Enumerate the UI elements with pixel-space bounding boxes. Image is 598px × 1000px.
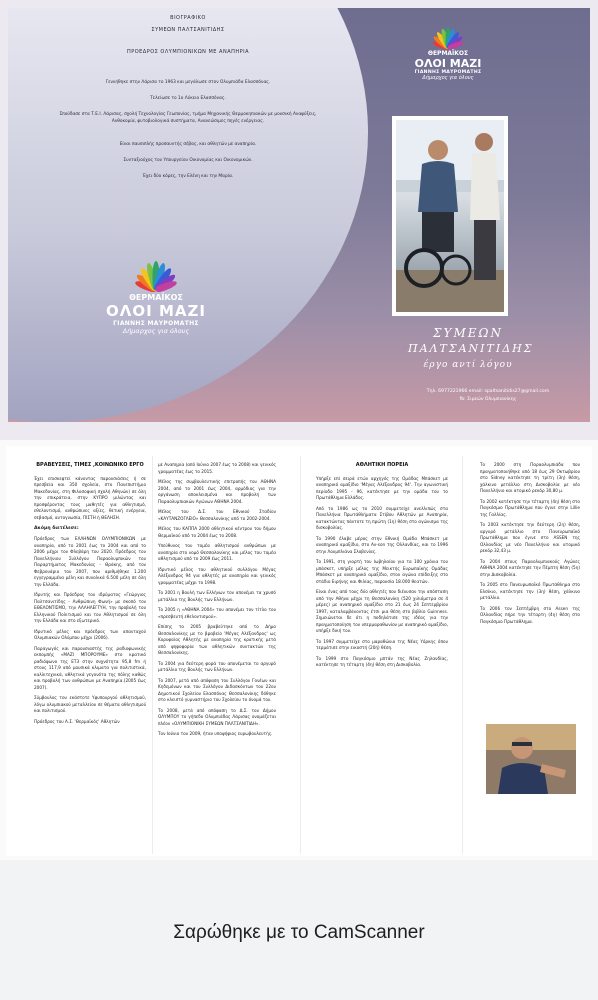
campaign-logo-right bbox=[398, 26, 498, 81]
brochure-inner-side bbox=[0, 440, 598, 860]
career-paragraph: Το 1990 έλαβε μέρος στην Εθνική Ομάδα Μπάσκετ με αναπηρικό αμαξίδιο, στο Aν-son της Ολλανδίας, και το 1996 στην Λουμπλιάνα Σλοβενίας. bbox=[316, 535, 448, 554]
inner-sheet bbox=[6, 446, 592, 856]
roles-paragraph: Το 2004 για δεύτερη φορά του απονέμεται το αργυρό μετάλλιο της Βουλής των Ελλήνων. bbox=[158, 660, 276, 672]
wheelchair-portrait-image bbox=[396, 120, 504, 312]
bio-studies: Σπούδασε στα Τ.Ε.Ι. Λάρισας, σχολή Τεχνολογίας Γεωπονίας, τμήμα Μηχανικής Θερμοκηπιακών με μουσική Αναψύξεις, Ανθοκομία, φυτοβιολογικά συστήματα, Ανανεώσιμες πηγές ενέργειας. bbox=[59, 112, 317, 124]
awards-paragraph: Ιδρυτής και Πρόεδρος του ιδρύματος «Γεώργιος Παλτσανιτίδης - Ανθρώπινη Φωνή» με σκοπό τον ΕΘΕΛΟΝΤΙΣΜΟ, την ΑΛΛΗΛΕΓΓΥΗ, την προβολή του Ελληνικού Πολιτισμού και του Αθλητισμού σε όλη την Ελλάδα και στο εξωτερικό. bbox=[34, 592, 146, 624]
roles-paragraph: Το 2001 η Βουλή των Ελλήνων τον απονέμει τα χρυσό μετάλλιο της Βουλής των Ελλήνων. bbox=[158, 590, 276, 602]
athlete-photo bbox=[486, 724, 576, 794]
athlete-portrait-image bbox=[486, 724, 576, 794]
bio-school: Τελείωσε το 1ο Λύκειο Ελασσόνας. bbox=[150, 96, 226, 101]
career-paragraph: Το 1999 στο Παγκόσμιο μπτάν της Νέας Ζηλανδίας, κατέκτησε τη τέταρτη (4η) θέση στη Δισκοβολία. bbox=[316, 655, 448, 668]
bio-family: Έχει δύο κόρες, την Ελένη και την Μαρία. bbox=[142, 174, 234, 179]
brochure-outer-side bbox=[0, 0, 598, 440]
results-paragraph: Το 2003 κατέκτησε την δεύτερη (2η) θέση, αργυρό μετάλλιο στο Πανευρωπαϊκό Πρωτάθλημα που έγινε στο ASSEN της Ολλανδίας με νέο Πανελλήνιο και ατομικό ρεκόρ 32,43 μ. bbox=[480, 522, 580, 553]
logo-brand: ΘΕΡΜΑΪΚΟΣ bbox=[427, 50, 469, 57]
logo-slogan: ΟΛΟΙ ΜΑΖΙ bbox=[106, 302, 206, 320]
biography-panel bbox=[8, 8, 368, 422]
column-divider bbox=[462, 456, 463, 854]
bio-birth: Γεννήθηκε στην Λάρισα το 1963 και μεγάλωσε στον Ολυμπιάδα Ελασσόνας. bbox=[105, 80, 271, 85]
cover-sheet bbox=[8, 8, 590, 422]
bio-heading: ΒΙΟΓΡΑΦΙΚΟ bbox=[170, 15, 206, 21]
logo-brand: ΘΕΡΜΑΪΚΟΣ bbox=[129, 293, 183, 302]
bio-pension: Συνταξιούχος του Υπουργείου Οικονομίας και Οικονομικών. bbox=[123, 158, 253, 163]
column-roles bbox=[158, 462, 276, 742]
roles-paragraph: Υπεύθυνος του τομέα αθλητισμού ανθρώπων με αναπηρία στο νομό Θεσσαλονίκης και μέλος του τομέα αθλητισμού από το 2009 έως 2011. bbox=[158, 543, 276, 561]
roles-paragraph: Επίσης το 2005 βραβεύτηκε από το Δήμο Θεσσαλονίκης με το βραβείο 'Μέγας Αλέξανδρος' ως Κορυφαίος Αθλητής με αναπηρία της κρατικής μετά από ψηφοφορία των αθλητικών συντακτών της Θεσσαλονίκης. bbox=[158, 624, 276, 655]
cover-motto: έργο αντί λόγου bbox=[423, 360, 513, 370]
bio-role: ΠΡΟΕΔΡΟΣ ΟΛΥΜΠΙΟΝΙΚΩΝ ΜΕ ΑΝΑΠΗΡΙΑ bbox=[126, 49, 250, 55]
column-results bbox=[480, 462, 580, 629]
career-paragraph: Το 1991, στη γιορτή του Ιωβηλαίου για τα 100 χρόνια του μπάσκετ, υπήρξε μέλος της Μεικτής Ευρωπαϊκής Ομάδας Μπάσκετ με αναπηρικό αμαξίδιο, στον αγώνα επίδειξης στο στάδιο Ειρήνης και Φιλίας, παρουσία 18.000 θεατών. bbox=[316, 559, 448, 584]
cover-name-first: ΣΥΜΕΩΝ bbox=[433, 326, 503, 340]
roles-paragraph: Το 2007, μετά από απόφαση του Συλλόγου Γονέων και Κηδεμόνων και του Συλλόγου Διδασκόντων του 22ου Δημοτικού Σχολείου Ελασσόνας Θεσσαλονίκης δόθηκε στο κλειστό γυμναστήριο του Σχολείου το όνομά του. bbox=[158, 677, 276, 702]
roles-paragraph: με Αναπηρία (από Ιούνιο 2007 έως το 2008) και γενικός γραμματέας έως το 2015. bbox=[158, 462, 276, 474]
roles-paragraph: Το 2005 η «ΑΘΗΝΑ 2004» του απονέμει τον τίτλο του «πρεσβευτή εθελοντισμού». bbox=[158, 607, 276, 619]
career-title: ΑΘΛΗΤΙΚΗ ΠΟΡΕΙΑ bbox=[355, 462, 409, 468]
awards-paragraph: Παραγωγός και παρουσιαστής της ραδιοφωνικής εκπομπής «ΜΑΖΙ ΜΠΟΡΟΥΜΕ» στο κρατικό ραδιόφωνο της ΕΤ3 στην συχνότητα 95,8 fm ή στους 117,9 από μουσικά κλιματα για πολιτιστικά, καλλιτεχνικά, αθλητικά γεγονότα της πόλης καθώς και προβολή των ανθρώπων με Αναπηρία.(2005 έως 2007). bbox=[34, 645, 146, 690]
roles-paragraph: Το 2008, μετά από απόφαση το Δ.Σ. του Δήμου ΟΛΥΜΠΟΥ το γήπεδο Ολυμπιάδας Λάρισας ονομάζεται πλέον «ΟΛΥΜΠΙΟΝΙΚΗ ΣΥΜΕΩΝ ΠΑΛΤΣΑΝΙΤΙΔΗ». bbox=[158, 707, 276, 726]
scanner-watermark: Σαρώθηκε με το CamScanner bbox=[173, 922, 425, 943]
career-paragraph: Από το 1986 ως το 2010 συμμετείχε ανελλιπώς στα Πανελλήνια Πρωτάθλήματα Στίβου Αθλητών με Αναπηρία, κατακτώντας πάντοτε τη πρώτη (1η) θέση στο αγώνισμα της δισκοβολίας. bbox=[316, 505, 448, 531]
results-paragraph: Το 2000 στη Παραολυμπιάδα που πραγματοποιήθηκε από 18 έως 29 Οκτωβρίου στο Sidney κατέκτησε τη τρίτη (3η) θέση, χάλκινο μετάλλιο στη Δισκοβολία με νέο Πανελλήνιο και ατομικό ρεκόρ 30,80 μ. bbox=[480, 462, 580, 493]
logo-tagline: Δήμαρχος για όλους bbox=[122, 327, 190, 335]
logo-slogan: ΟΛΟΙ ΜΑΖΙ bbox=[414, 57, 482, 70]
roles-paragraph: Τον Ιούνιο του 2009, ήταν υποψήφιος ευρωβουλευτής. bbox=[158, 731, 273, 736]
results-paragraph: Το 2002 κατέκτησε την τέταρτη (4η) θέση στο Παγκόσμιο Πρωτάθλημα που έγινε στην Lillie της Γαλλίας. bbox=[480, 498, 580, 517]
roles-paragraph: Μέλος της συμβουλευτικής επιτροπής του ΑΘΗΝΑ 2004, από το 2001 έως 2004, αρμόδιος για την οργάνωση αποκλεισμένα και προβολή των Παραολυμπιακών Αγώνων ΑΘΗΝΑ 2004. bbox=[158, 479, 276, 504]
career-paragraph: Υπήρξε επί σειρά ετών αρχηγός της Ομάδας Μπάσκετ με αναπηρικό αμαξίδιο 'Μέγας Αλέξανδρος 94'. Την αγωνιστική περίοδο 1995 - 96, κατέκτησε με την ομάδα του το Πρωτάθλημα Ελλάδος. bbox=[316, 475, 448, 501]
roles-paragraph: Μέλος του Δ.Σ. του Εθνικού Σταδίου «ΚΑΥΤΑΝΖΟΓΛΕΙΟ» Θεσσαλονίκης από το 2002-2004. bbox=[158, 509, 276, 521]
awards-paragraph: Πρόεδρος των ΕΛΛΗΝΩΝ ΟΛΥΜΠΙΟΝΙΚΩΝ με αναπηρία, από το 2001 έως το 2004 και από το 2006 μέχρι τον Φλεβάρη του 2020. Πρόεδρος του Πανελλήνιου Συλλόγου Παραολυμπικών του Παραρτήματος Μακεδονίας - Θράκης, από τον Φεβρουάριο του 2007, που αριθμήθηκε 1.200 εγγεγραμμένα μέλη και συνολικά 6.500 μέλη σε όλη την Ελλάδα. bbox=[34, 536, 146, 587]
sunburst-icon bbox=[418, 26, 478, 48]
awards-paragraph: Έχει επισκεφτεί κάνοντας παρουσιάσεις ή σε πρεσβεία και 350 σχολεία, στο Πανεπιστήμιο Μακεδονίας, στη Φιλοσοφική σχολή Αθηνών) σε όλη την επικράτεια, στην ΚΥΠΡΟ μιλώντας και προσφέροντας τους μαθητές για αθλητισμό, εθελοντισμό, ανθρώπινες αξίες, θετική ενέργεια, σεβασμό, αυτογνωσία, ΠΙΣΤΗ ή ΘΕΛΗΣΗ. bbox=[34, 475, 146, 520]
awards-paragraph: Σύμβουλος του εκάστοτε Υφυπουργού αθλητισμού, λόγω ολυμπιακού μεταλλείου σε θέματα αθλητισμού και πολιτισμού. bbox=[34, 695, 146, 714]
results-paragraph: Το 2005 στο Πανευρωπαϊκό Πρωτάθλημα στο Ελσίκιο, κατέκτησε την (3η) θέση, χάλκινο μετάλλιο. bbox=[480, 582, 580, 600]
roles-paragraph: Ιδρυτικό μέλος του αθλητικού συλλόγου Μέγας Αλέξανδρος 94 για αθλητές με αναπηρία και γενικός γραμματέας μέχρι το 1998. bbox=[158, 566, 276, 585]
awards-paragraph: Πρόεδρος του Α.Σ. 'Θερμαϊκός' Αθλητών bbox=[34, 718, 120, 724]
bio-athlete: Είναι παυσιπλής προσαυντής σέβας, και αθλητών με αναπηρία. bbox=[119, 142, 257, 147]
cover-facebook: fb: Σιμεών Ολυμπιονίκης bbox=[459, 397, 517, 402]
column-divider bbox=[152, 456, 153, 854]
logo-candidate: ΓΙΑΝΝΗΣ ΜΑΥΡΟΜΑΤΗΣ bbox=[113, 320, 199, 327]
results-paragraph: Το 2006 τον Σεπτέμβρη στο Assen της Ολλανδίας πήρε την τέταρτη (4η) θέση στο Παγκόσμιο Πρωτάθλημα. bbox=[480, 605, 580, 624]
roles-paragraph: Μέλος του ΚΑΠΠΑ 2000 αθλητικού κέντρου του δήμου Θερμαϊκού από το 2004 έως το 2008. bbox=[158, 526, 276, 538]
awards-title: ΒΡΑΒΕΥΣΕΙΣ, ΤΙΜΕΣ ,ΚΟΙΝΩΝΙΚΟ ΕΡΓΟ bbox=[36, 462, 144, 468]
career-paragraph: Είναι ένας από τους δύο αθλητές που διένυσαν την απόσταση από την Αθήνα μέχρι τη Θεσσαλονίκη (520 χιλιόμετρα σε 4 μέρες) με αναπηρικό αμαξίδιο στο 21 έως 24 Σεπτεμβρίου 1997, καταλαμβάνοντας έτσι μια θέση στο βιβλίο Guinness. Σημειώνεται δε ότι η ποδηλάτισε της ιδέας για την πραγματοποίηση του υπερμαραθωνίου με αναπηρικό αμαξίδιο, υπήρξε δική του. bbox=[316, 589, 448, 634]
cover-name-last: ΠΑΛΤΣΑΝΙΤΙΔΗΣ bbox=[408, 342, 534, 355]
scanner-footer bbox=[0, 860, 598, 1000]
cover-contact: Τηλ. 6977221966 email: spaltsanitidis27@gmail.com bbox=[426, 389, 550, 394]
awards-subheading: Ακόμη διετέλεσε: bbox=[34, 526, 79, 532]
logo-tagline: Δήμαρχος για όλους bbox=[422, 75, 474, 81]
campaign-logo-left bbox=[86, 260, 226, 335]
awards-paragraph: Ιδρυτικό μέλος και πρόεδρος των απανταχού Ολυμπιακών Ολύμπου μέχρι (2006). bbox=[34, 628, 146, 641]
column-awards bbox=[34, 462, 146, 729]
logo-candidate: ΓΙΑΝΝΗΣ ΜΑΥΡΟΜΑΤΗΣ bbox=[414, 70, 482, 75]
results-paragraph: Το 2004 στους Παραολυμπιακούς Αγώνες ΑΘΗΝΑ 2004 κατέκτησε την Πέμπτη θέση (5η) στην Δισκοβολία. bbox=[480, 558, 580, 577]
portrait-photo bbox=[392, 116, 508, 316]
sunburst-icon bbox=[116, 260, 196, 290]
column-divider bbox=[300, 456, 301, 854]
bio-name: ΣΥΜΕΩΝ ΠΑΛΤΣΑΝΙΤΙΔΗΣ bbox=[151, 27, 225, 33]
career-paragraph: Το 1997 συμμετείχε στο μαραθώνιο της Νέας Υόρκης όπου τερμάτισε στην εικοστή (20ή) θέση. bbox=[316, 638, 448, 651]
column-athletic-career bbox=[316, 462, 448, 673]
